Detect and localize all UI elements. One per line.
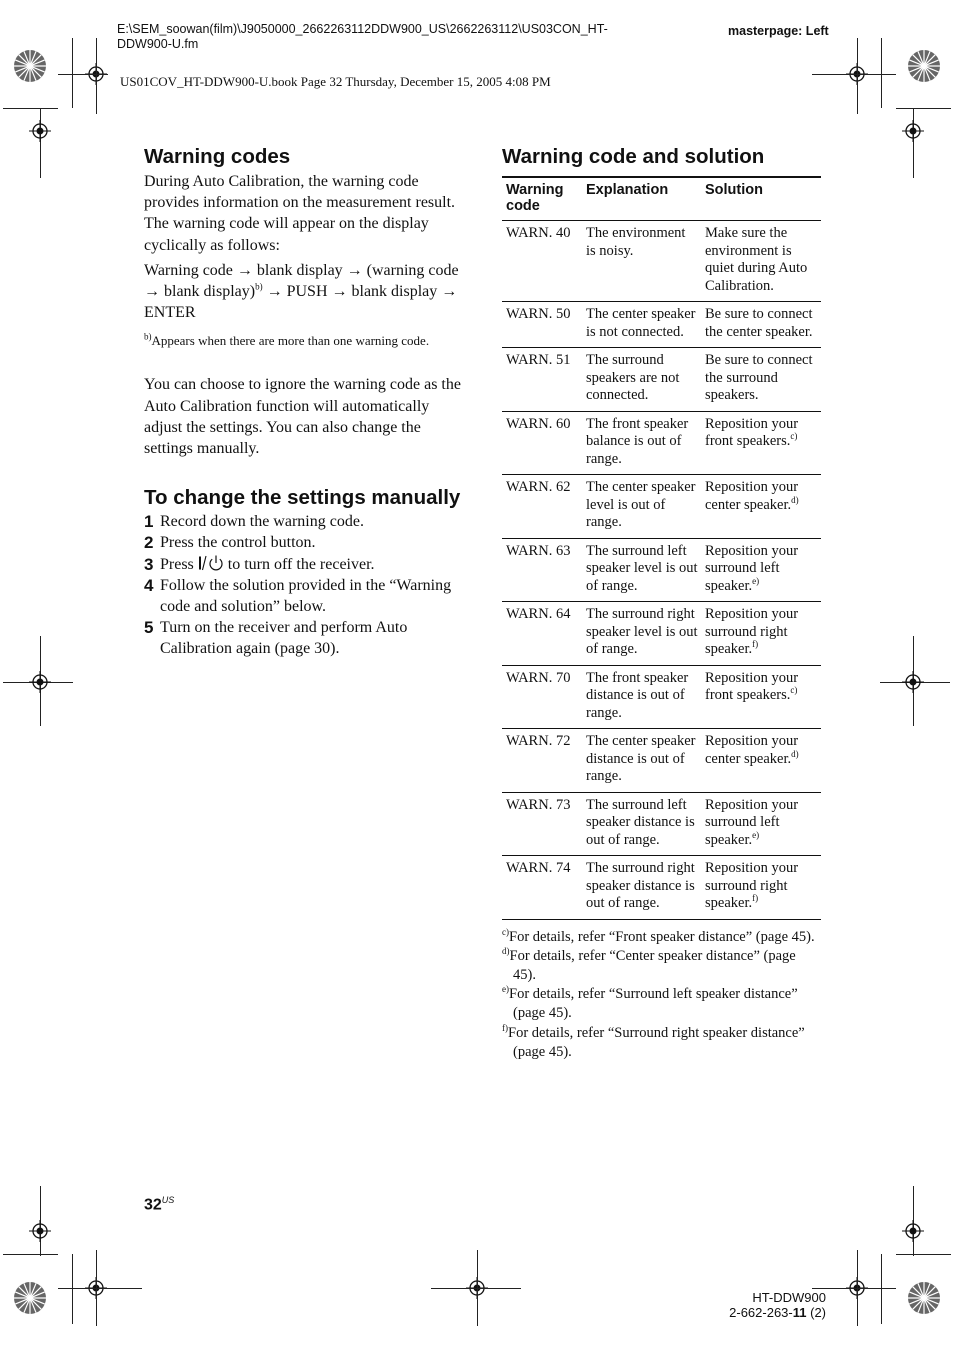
step-number: 1 [144, 512, 154, 532]
table-row [502, 475, 821, 539]
table-row [502, 856, 821, 920]
cycle-blank-display-paren: blank display) [164, 283, 256, 301]
step-text-post: to turn off the receiver. [227, 555, 375, 573]
table-row [502, 538, 821, 602]
table-row [502, 792, 821, 856]
column-header: Explanation [582, 177, 701, 221]
footnote-ref: d) [791, 748, 799, 759]
page-number-value: 32 [144, 1196, 162, 1214]
explanation-cell: The surround left speaker distance is out of range. [582, 792, 701, 856]
code-cell: WARN. 62 [502, 475, 582, 539]
footnote-text: For details, refer “Surround left speaker distance” (page 45). [509, 986, 798, 1022]
starburst-mark-icon [907, 49, 941, 83]
arrow-icon: → [346, 261, 363, 279]
footnote-ref: d) [791, 494, 799, 505]
step-1 [144, 511, 464, 532]
footnote-text: For details, refer “Surround right speaker distance” (page 45). [508, 1024, 805, 1060]
cycle-blank-display: blank display [256, 261, 343, 279]
code-cell: WARN. 70 [502, 665, 582, 729]
step-text: Turn on the receiver and perform Auto Calibration again (page 30). [160, 619, 408, 658]
part-suffix: (2) [806, 1305, 826, 1320]
file-path-line-1: E:\SEM_soowan(film)\J9050000_2662263112DDW900_US\2662263112\US03CON_HT- [117, 22, 608, 36]
footnote-ref: e) [752, 829, 760, 840]
page-suffix: US [161, 1195, 175, 1205]
cycle-push: PUSH [286, 283, 328, 301]
solution-text: Be sure to connect the center speaker. [705, 306, 813, 340]
solution-text: Make sure the environment is quiet during Auto Calibration. [705, 225, 808, 294]
footnote-ref: e) [752, 575, 760, 586]
masterpage-label: masterpage: Left [728, 24, 829, 38]
arrow-icon: → [144, 283, 160, 301]
solution-text: Reposition your surround right speaker. [705, 606, 799, 657]
explanation-cell: The center speaker level is out of range. [582, 475, 701, 539]
part-prefix: 2-662-263- [729, 1305, 793, 1320]
registration-mark-icon [902, 1220, 924, 1242]
solution-cell [701, 538, 821, 602]
arrow-icon: → [441, 283, 458, 301]
footnote-c [502, 928, 821, 947]
step-5 [144, 617, 464, 659]
explanation-cell: The surround speakers are not connected. [582, 348, 701, 412]
footnote-mark: c) [502, 926, 509, 937]
table-footnotes [502, 928, 821, 1062]
solution-cell [701, 602, 821, 666]
column-header: Solution [701, 177, 821, 221]
footnote-ref: f) [752, 639, 759, 650]
footnote-mark: e) [502, 984, 509, 995]
manual-steps-list [144, 511, 464, 659]
part-bold: 11 [792, 1305, 807, 1320]
solution-cell [701, 411, 821, 475]
left-column [144, 146, 464, 660]
cycle-enter: ENTER [144, 304, 196, 322]
arrow-icon: → [266, 283, 283, 301]
code-cell: WARN. 51 [502, 348, 582, 412]
step-text: Press the control button. [160, 534, 316, 552]
warning-code-table [502, 176, 821, 920]
solution-cell [701, 856, 821, 920]
explanation-cell: The surround right speaker distance is out of range. [582, 856, 701, 920]
table-row [502, 411, 821, 475]
solution-text: Be sure to connect the surround speakers. [705, 352, 813, 403]
cycle-blank-display-2: blank display [351, 283, 438, 301]
ignore-paragraph: You can choose to ignore the warning code as the Auto Calibration function will automatically adjust the settings. You can also change the settings manually. [144, 376, 461, 458]
table-row [502, 729, 821, 793]
explanation-cell: The surround left speaker level is out of range. [582, 538, 701, 602]
step-4 [144, 575, 464, 617]
step-2 [144, 532, 464, 553]
solution-heading: Warning code and solution [502, 145, 765, 168]
solution-cell [701, 665, 821, 729]
solution-text: Reposition your center speaker. [705, 733, 799, 767]
footnote-text: For details, refer “Front speaker distance” (page 45). [509, 928, 815, 945]
solution-text: Reposition your center speaker. [705, 479, 799, 513]
code-cell: WARN. 63 [502, 538, 582, 602]
step-number: 5 [144, 618, 154, 638]
column-header: Warning code [502, 177, 582, 221]
file-path-header [117, 22, 677, 52]
code-cell: WARN. 73 [502, 792, 582, 856]
step-number: 3 [144, 554, 154, 574]
step-text: Follow the solution provided in the “Warning code and solution” below. [160, 576, 452, 616]
model-name: HT-DDW900 [752, 1290, 826, 1305]
table-row [502, 302, 821, 348]
solution-text: Reposition your front speakers. [705, 415, 799, 449]
solution-cell [701, 729, 821, 793]
solution-cell [701, 475, 821, 539]
code-cell: WARN. 50 [502, 302, 582, 348]
table-row [502, 348, 821, 412]
solution-cell [701, 348, 821, 412]
solution-text: Reposition your surround right speaker. [705, 860, 799, 911]
table-row [502, 602, 821, 666]
cycle-warning-code-paren: (warning code [366, 261, 459, 279]
table-body [502, 221, 821, 920]
registration-mark-icon [29, 671, 51, 693]
solution-text: Reposition your front speakers. [705, 669, 799, 703]
step-text-pre: Press [160, 555, 194, 573]
table-row [502, 665, 821, 729]
explanation-cell: The front speaker balance is out of range. [582, 411, 701, 475]
table-header-row [502, 177, 821, 221]
solution-cell [701, 221, 821, 302]
solution-cell [701, 302, 821, 348]
footnote-e [502, 985, 821, 1023]
step-number: 2 [144, 533, 154, 553]
footnote-mark: f) [502, 1022, 508, 1033]
footnote-text: For details, refer “Center speaker distance” (page 45). [509, 947, 796, 983]
step-text: Record down the warning code. [160, 513, 364, 531]
file-path-line-2: DDW900-U.fm [117, 37, 199, 51]
step-number: 4 [144, 575, 154, 595]
model-info [729, 1290, 826, 1320]
warning-cycle [144, 260, 464, 324]
warning-codes-heading: Warning codes [144, 145, 291, 168]
book-info-line: US01COV_HT-DDW900-U.book Page 32 Thursday, December 15, 2005 4:08 PM [120, 74, 551, 89]
explanation-cell: The center speaker is not connected. [582, 302, 701, 348]
page-number [144, 1195, 174, 1214]
footnote-ref: c) [790, 685, 798, 696]
starburst-mark-icon [907, 1281, 941, 1315]
power-standby-icon [198, 555, 224, 571]
registration-mark-icon [29, 1220, 51, 1242]
footnote-text: Appears when there are more than one warning code. [151, 333, 430, 349]
code-cell: WARN. 72 [502, 729, 582, 793]
registration-mark-icon [902, 120, 924, 142]
footnote-ref: c) [790, 431, 798, 442]
table-row [502, 221, 821, 302]
footnote-d [502, 947, 821, 985]
explanation-cell: The center speaker distance is out of range. [582, 729, 701, 793]
warning-codes-intro: During Auto Calibration, the warning code provides information on the measurement result. The warning code will appear on the display cyclically as follows: [144, 173, 456, 254]
solution-text: Reposition your surround left speaker. [705, 542, 799, 594]
footnote-ref: b) [255, 281, 263, 292]
starburst-mark-icon [13, 49, 47, 83]
manual-settings-heading: To change the settings manually [144, 486, 461, 510]
step-3 [144, 554, 464, 575]
solution-cell [701, 792, 821, 856]
footnote-ref: f) [752, 893, 759, 904]
arrow-icon: → [236, 261, 253, 279]
code-cell: WARN. 40 [502, 221, 582, 302]
cycle-warning-code: Warning code [144, 261, 233, 279]
explanation-cell: The front speaker distance is out of range. [582, 665, 701, 729]
registration-mark-icon [29, 120, 51, 142]
footnote-mark: d) [502, 945, 510, 956]
right-column [502, 146, 821, 1062]
solution-text: Reposition your surround left speaker. [705, 796, 799, 848]
footnote-b [144, 331, 464, 350]
part-number [729, 1305, 826, 1320]
arrow-icon: → [331, 283, 348, 301]
explanation-cell: The environment is noisy. [582, 221, 701, 302]
code-cell: WARN. 60 [502, 411, 582, 475]
footnote-mark: b) [144, 332, 152, 343]
explanation-cell: The surround right speaker level is out of range. [582, 602, 701, 666]
starburst-mark-icon [13, 1281, 47, 1315]
code-cell: WARN. 64 [502, 602, 582, 666]
registration-mark-icon [902, 671, 924, 693]
footnote-f [502, 1024, 821, 1062]
code-cell: WARN. 74 [502, 856, 582, 920]
